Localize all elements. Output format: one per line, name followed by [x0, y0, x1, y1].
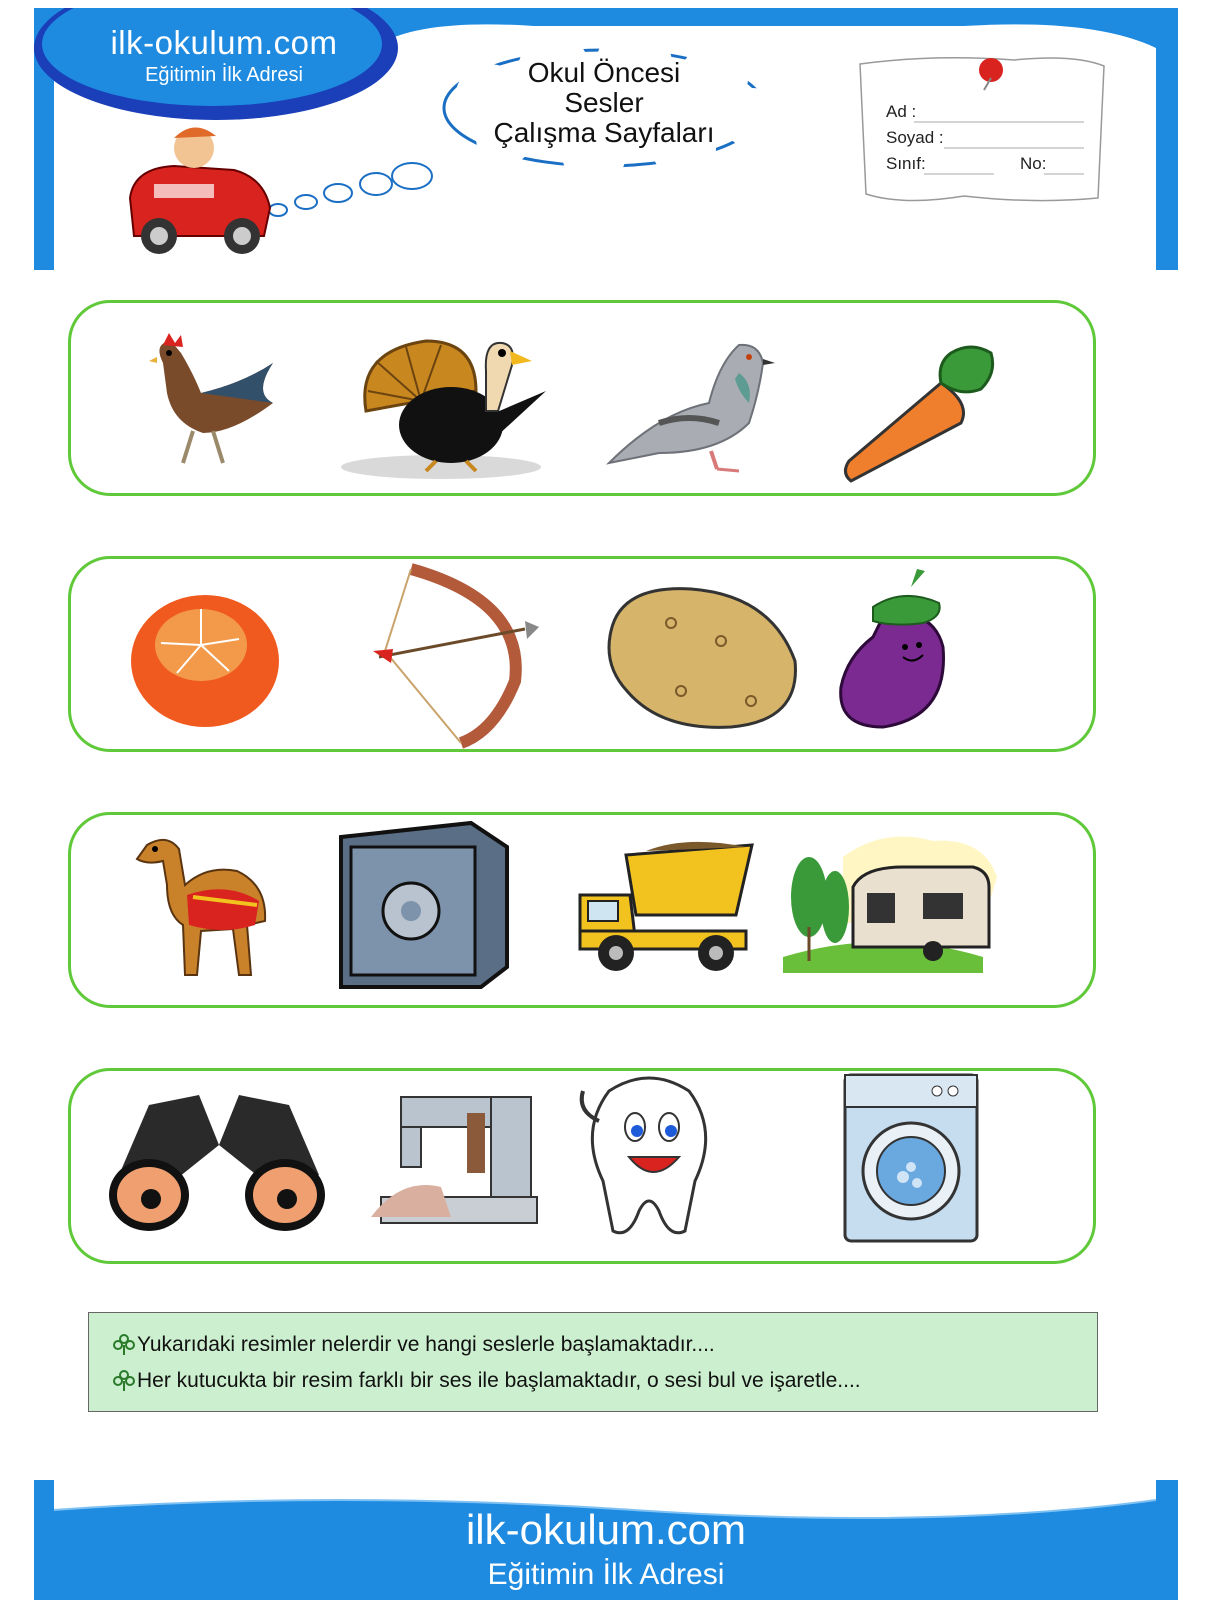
picture-row-1 — [68, 300, 1096, 496]
picture-row-4 — [68, 1068, 1096, 1264]
site-tagline: Eğitimin İlk Adresi — [145, 64, 303, 86]
camel-icon — [127, 825, 277, 985]
binoculars-icon — [109, 1085, 329, 1245]
eggplant-icon — [833, 567, 953, 737]
picture-row-3 — [68, 812, 1096, 1008]
safe-icon — [331, 817, 511, 993]
dump-truck-icon — [576, 835, 756, 985]
tooth-icon — [569, 1071, 739, 1241]
title-line-1: Okul Öncesi — [527, 57, 681, 88]
page-header — [34, 8, 1178, 280]
caravan-icon — [783, 827, 1003, 977]
sinif-label: Sınıf: — [886, 154, 926, 173]
rooster-icon — [123, 323, 293, 473]
ad-label: Ad : — [886, 102, 917, 121]
washing-machine-icon — [841, 1071, 981, 1247]
picture-row-2 — [68, 556, 1096, 752]
instruction-2-text: Her kutucukta bir resim farklı bir ses ile başlamaktadır, o sesi bul ve işaretle.... — [137, 1369, 861, 1392]
carrot-icon — [841, 333, 1001, 483]
worksheet-title — [464, 58, 744, 148]
pigeon-icon — [599, 323, 779, 473]
instruction-1 — [111, 1333, 715, 1357]
title-line-3: Çalışma Sayfaları — [493, 117, 715, 148]
instruction-2 — [111, 1369, 861, 1393]
orange-icon — [127, 585, 287, 735]
page-footer — [34, 1480, 1178, 1600]
title-line-2: Sesler — [564, 87, 644, 118]
site-name: ilk-okulum.com — [110, 24, 338, 61]
clover-bullet-icon — [111, 1333, 137, 1357]
footer-site-tagline: Eğitimin İlk Adresi — [487, 1558, 725, 1591]
no-label: No: — [1020, 154, 1047, 173]
turkey-icon — [336, 321, 556, 481]
sewing-machine-icon — [371, 1087, 541, 1237]
footer-site-name: ilk-okulum.com — [465, 1506, 747, 1553]
clover-bullet-icon — [111, 1369, 137, 1393]
instructions-box — [88, 1312, 1098, 1412]
soyad-label: Soyad : — [886, 128, 944, 147]
bow-and-arrow-icon — [365, 561, 545, 751]
potato-icon — [601, 581, 801, 731]
instruction-1-text: Yukarıdaki resimler nelerdir ve hangi seslerle başlamaktadır.... — [137, 1333, 715, 1356]
